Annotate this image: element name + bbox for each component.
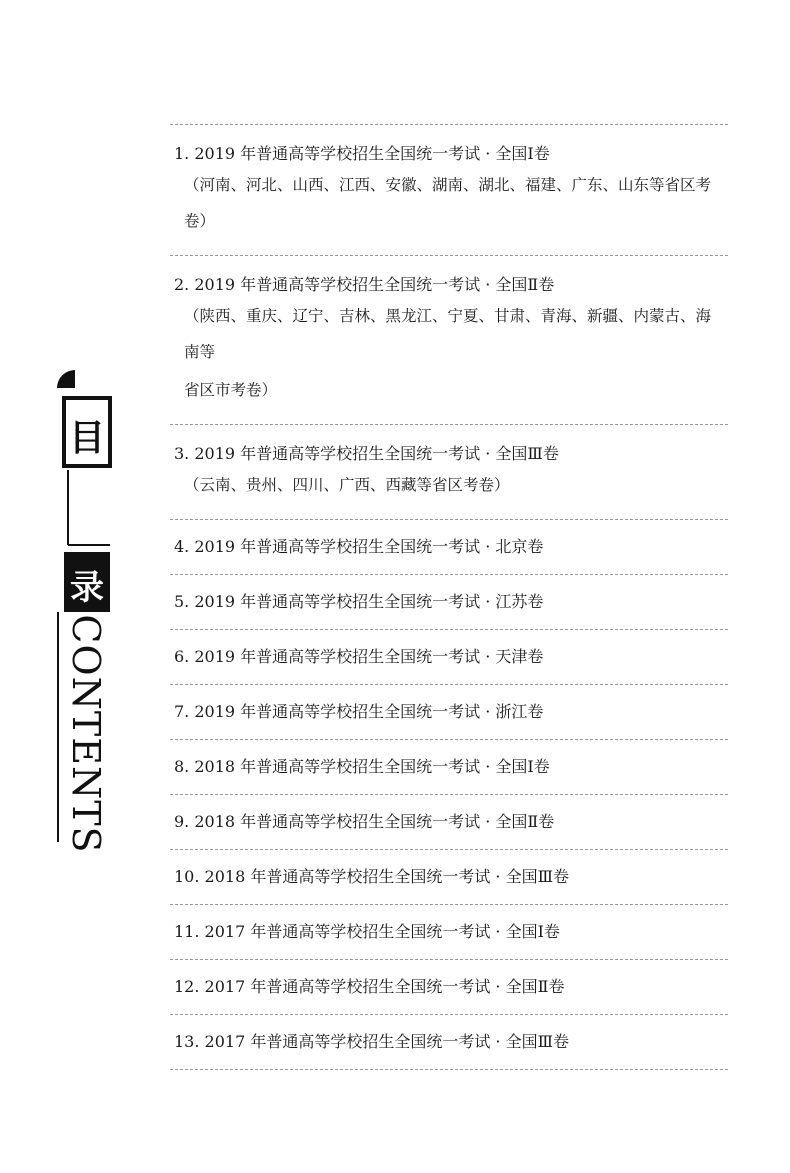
toc-entry[interactable] bbox=[170, 255, 728, 424]
round-cap-shape bbox=[57, 370, 75, 388]
toc-entry-regions: （陕西、重庆、辽宁、吉林、黑龙江、宁夏、甘肃、青海、新疆、内蒙古、海南等 bbox=[184, 307, 712, 361]
toc-list bbox=[170, 124, 728, 1070]
side-title bbox=[0, 0, 120, 1173]
toc-entry-title: 8. 2018 年普通高等学校招生全国统一考试 · 全国Ⅰ卷 bbox=[174, 757, 550, 776]
toc-entry[interactable] bbox=[170, 794, 728, 849]
toc-entry-regions: 省区市考卷） bbox=[184, 381, 278, 399]
toc-entry-title: 4. 2019 年普通高等学校招生全国统一考试 · 北京卷 bbox=[174, 537, 544, 556]
toc-entry-title: 11. 2017 年普通高等学校招生全国统一考试 · 全国Ⅰ卷 bbox=[174, 922, 560, 941]
toc-entry[interactable] bbox=[170, 739, 728, 794]
toc-entry-title: 6. 2019 年普通高等学校招生全国统一考试 · 天津卷 bbox=[174, 647, 544, 666]
toc-entry[interactable] bbox=[170, 904, 728, 959]
toc-entry[interactable] bbox=[170, 574, 728, 629]
char-bottom: 录 bbox=[70, 568, 104, 608]
toc-entry[interactable] bbox=[170, 1014, 728, 1070]
toc-entry[interactable] bbox=[170, 684, 728, 739]
contents-label-wrap bbox=[56, 614, 116, 854]
toc-entry-title: 13. 2017 年普通高等学校招生全国统一考试 · 全国Ⅲ卷 bbox=[174, 1032, 570, 1051]
toc-entry-title: 7. 2019 年普通高等学校招生全国统一考试 · 浙江卷 bbox=[174, 702, 544, 721]
toc-entry-title: 9. 2018 年普通高等学校招生全国统一考试 · 全国Ⅱ卷 bbox=[174, 812, 555, 831]
toc-entry-title: 2. 2019 年普通高等学校招生全国统一考试 · 全国Ⅱ卷 bbox=[174, 275, 555, 294]
toc-entry[interactable] bbox=[170, 849, 728, 904]
toc-entry-title: 12. 2017 年普通高等学校招生全国统一考试 · 全国Ⅱ卷 bbox=[174, 977, 565, 996]
toc-entry[interactable] bbox=[170, 424, 728, 519]
toc-entry-title: 10. 2018 年普通高等学校招生全国统一考试 · 全国Ⅲ卷 bbox=[174, 867, 570, 886]
char-top: 目 bbox=[68, 417, 105, 459]
toc-entry[interactable] bbox=[170, 124, 728, 255]
contents-label: CONTENTS bbox=[64, 614, 108, 854]
toc-entry-title: 3. 2019 年普通高等学校招生全国统一考试 · 全国Ⅲ卷 bbox=[174, 444, 559, 463]
toc-entry[interactable] bbox=[170, 519, 728, 574]
toc-entry-title: 5. 2019 年普通高等学校招生全国统一考试 · 江苏卷 bbox=[174, 592, 544, 611]
toc-entry-title: 1. 2019 年普通高等学校招生全国统一考试 · 全国Ⅰ卷 bbox=[174, 144, 550, 163]
toc-entry[interactable] bbox=[170, 959, 728, 1014]
toc-entry-regions: （云南、贵州、四川、广西、西藏等省区考卷） bbox=[184, 476, 510, 494]
toc-entry-regions: （河南、河北、山西、江西、安徽、湖南、湖北、福建、广东、山东等省区考卷） bbox=[184, 176, 712, 230]
toc-entry[interactable] bbox=[170, 629, 728, 684]
